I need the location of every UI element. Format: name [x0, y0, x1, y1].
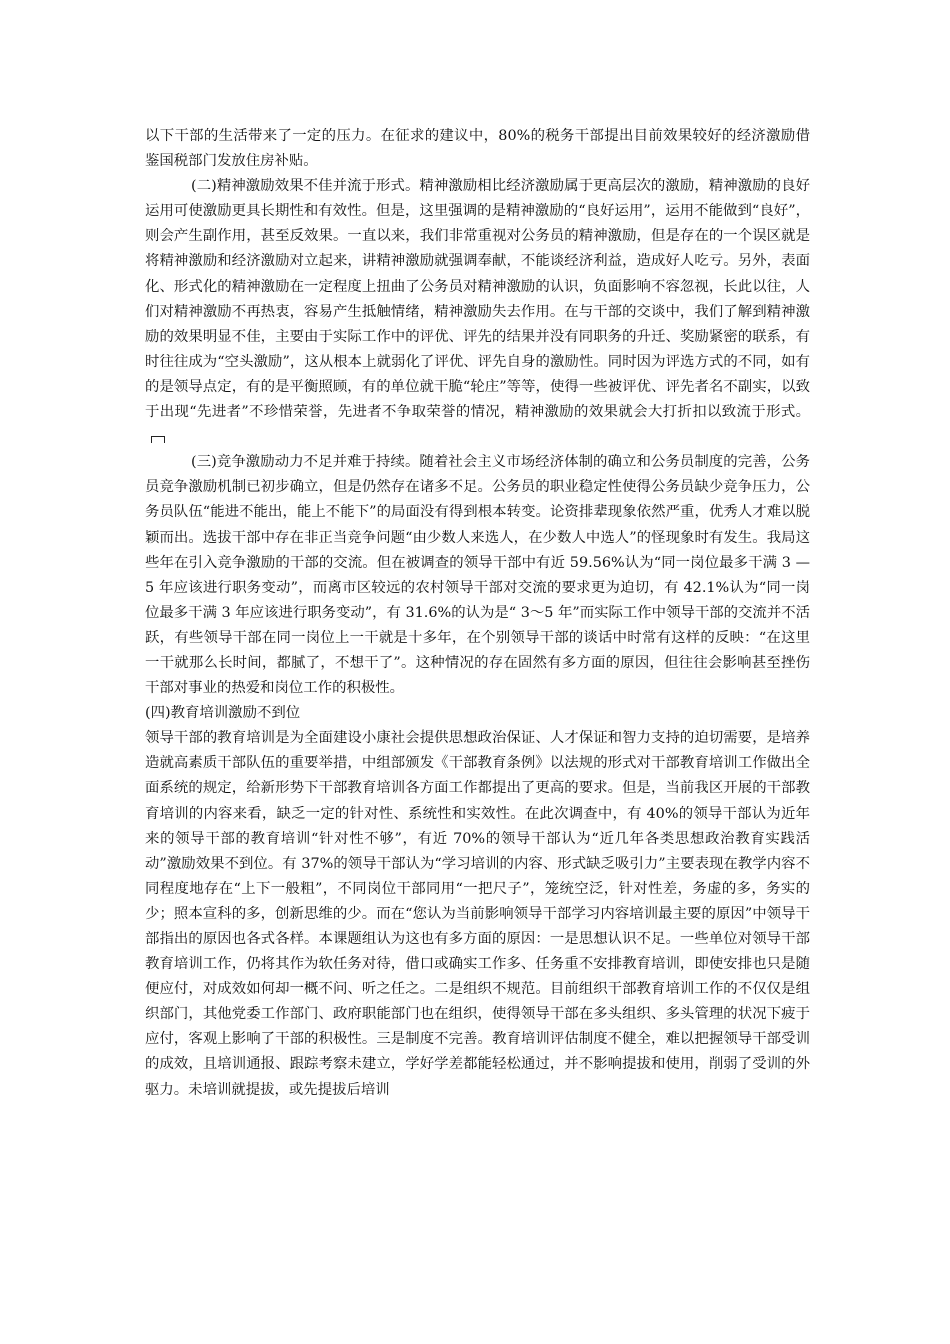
document-body	[145, 124, 810, 1103]
paragraph-mark-icon	[151, 436, 165, 443]
paragraph-spiritual-incentive-text: (二)精神激励效果不佳并流于形式。精神激励相比经济激励属于更高层次的激励，精神激励的良好运用可使激励更具长期性和有效性。但是，这里强调的是精神激励的“良好运用”，运用不能做到“良好”，则会产生副作用，甚至反效果。一直以来，我们非常重视对公务员的精神激励，但是存在的一个误区就是将精神激励和经济激励对立起来，讲精神激励就强调奉献，不能谈经济利益，造成好人吃亏。另外，表面化、形式化的精神激励在一定程度上扭曲了公务员对精神激励的认识，负面影响不容忽视，长此以往，人们对精神激励不再热衷，容易产生抵触情绪，精神激励失去作用。在与干部的交谈中，我们了解到精神激励的效果明显不佳，主要由于实际工作中的评优、评先的结果并没有同职务的升迁、奖励紧密的联系，有时往往成为“空头激励”，这从根本上就弱化了评优、评先自身的激励性。同时因为评选方式的不同，如有的是领导点定，有的是平衡照顾，有的单位就干脆“轮庄”等等，使得一些被评优、评先者名不副实，以致于出现“先进者”不珍惜荣誉，先进者不争取荣誉的情况，精神激励的效果就会大打折扣以致流于形式。	[145, 178, 810, 421]
paragraph-economic-incentive-end: 以下干部的生活带来了一定的压力。在征求的建议中，80%的税务干部提出目前效果较好的经济激励借鉴国税部门发放住房补贴。	[145, 128, 810, 170]
paragraph-spiritual-incentive	[145, 174, 810, 450]
paragraph-competition-incentive: (三)竞争激励动力不足并难于持续。随着社会主义市场经济体制的确立和公务员制度的完善，公务员竞争激励机制已初步确立，但是仍然存在诸多不足。公务员的职业稳定性使得公务员缺少竞争压力，公务员队伍“能进不能出，能上不能下”的局面没有得到根本转变。论资排辈现象依然严重，优秀人才难以脱颖而出。选拔干部中存在非正当竞争问题“由少数人来选人，在少数人中选人”的怪现象时有发生。我局这些年在引入竞争激励的干部的交流。但在被调查的领导干部中有近 59.56%认为“同一岗位最多干满 3 — 5 年应该进行职务变动”，而离市区较远的农村领导干部对交流的要求更为迫切，有 42.1%认为“同一岗位最多干满 3 年应该进行职务变动”，有 31.6%的认为是“ 3～5 年”而实际工作中领导干部的交流并不活跃，有些领导干部在同一岗位上一干就是十多年，在个别领导干部的谈话中时常有这样的反映：“在这里一干就那么长时间，都腻了，不想干了”。这种情况的存在固然有多方面的原因，但往往会影响甚至挫伤干部对事业的热爱和岗位工作的积极性。	[145, 454, 810, 697]
paragraph-education-training: 领导干部的教育培训是为全面建设小康社会提供思想政治保证、人才保证和智力支持的迫切需要，是培养造就高素质干部队伍的重要举措，中组部颁发《干部教育条例》以法规的形式对干部教育培训工作做出全面系统的规定，给新形势下干部教育培训各方面工作都提出了更高的要求。但是，当前我区开展的干部教育培训的内容来看，缺乏一定的针对性、系统性和实效性。在此次调查中，有 40%的领导干部认为近年来的领导干部的教育培训“针对性不够”，有近 70%的领导干部认为“近几年各类思想政治教育实践活动”激励效果不到位。有 37%的领导干部认为“学习培训的内容、形式缺乏吸引力”主要表现在教学内容不同程度地存在“上下一般粗”，不同岗位干部同用“一把尺子”，笼统空泛，针对性差，务虚的多，务实的少；照本宣科的多，创新思维的少。而在“您认为当前影响领导干部学习内容培训最主要的原因”中领导干部指出的原因也各式各样。本课题组认为这也有多方面的原因：一是思想认识不足。一些单位对领导干部教育培训工作，仍将其作为软任务对待，借口或确实工作多、任务重不安排教育培训，即使安排也只是随便应付，对成效如何却一概不问、听之任之。二是组织不规范。目前组织干部教育培训工作的不仅仅是组织部门，其他党委工作部门、政府职能部门也在组织，使得领导干部在多头组织、多头管理的状况下疲于应付，客观上影响了干部的积极性。三是制度不完善。教育培训评估制度不健全，难以把握领导干部受训的成效，且培训通报、跟踪考察未建立，学好学差都能轻松通过，并不影响提拔和使用，削弱了受训的外驱力。未培训就提拔，或先提拔后培训	[145, 730, 810, 1098]
section-heading-education-training: (四)教育培训激励不到位	[145, 705, 301, 722]
